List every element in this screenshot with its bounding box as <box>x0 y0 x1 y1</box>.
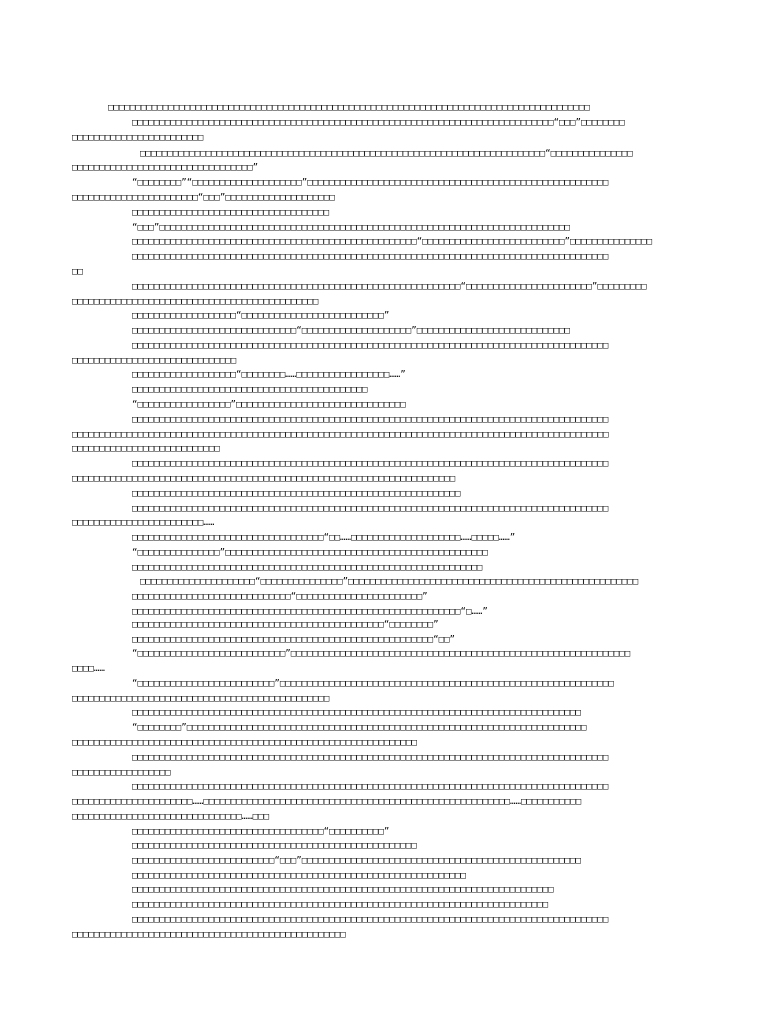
text-line: □□□□□□□□□□□□□□□□□□□□□□□□□□□□□□□□□□□“□□……□□□□□□□□□□□□□□□□□□□□……□□□□□……” <box>132 533 516 543</box>
text-line: □□□□□□□□□□□□□□□□□□□□□□□□□□□□□□“□□□□□□□□□□□□□□□□□□□□”□□□□□□□□□□□□□□□□□□□□□□□□□□□□ <box>132 326 570 336</box>
text-line: □□□□□□□□□□□□□□□□□□□□□□□□□□“□□□”□□□□□□□□□□□□□□□□□□□□□□□□□□□□□□□□□□□□□□□□□□□□□□□□□□□ <box>132 856 581 866</box>
text-line: □□□□□□□□□□□□□□□□□□□“□□□□□□□□□□□□□□□□□□□□□□□□□□” <box>132 311 390 321</box>
text-line: “□□□□□□□□□□□□□□□□□□□□□□□□□”□□□□□□□□□□□□□□□□□□□□□□□□□□□□□□□□□□□□□□□□□□□□□□□□□□□□□□□□□□□□□ <box>132 679 614 689</box>
text-line: □□□□□□□□□□□□□□□□□□□□□□□□□□□□□□□□□□□□□□□□□□□□□□□□□□ <box>72 930 346 940</box>
text-line: □□□□□□□□□□□□□□□□□□□□□□□□□□□□□□□……□□□ <box>72 812 270 822</box>
text-line: □□□□□□□□□□□□□□□□□□□□□□□□□□□□□□□□□□□□□□□□□□□□□□□□□□□□□□□□□□□□□□□□□□□□□□□□□□□□□ <box>132 885 554 895</box>
text-line: □□□□□□□□□□□□□□□□□□□□□□□□□□□ <box>72 444 220 454</box>
text-line: □□□□□□□□□□□□□□□□□□□□□□□□□□□□□□□□□□□□□□□□□□□□□□□□□□□□□□□□□□□□“□……” <box>132 607 488 617</box>
text-line: □□ <box>72 267 83 277</box>
text-line: □□□□□□□□□□□□□□□□□□□□□□□□□□□□□“□□□□□□□□□□□□□□□□□□□□□□□” <box>132 592 428 602</box>
text-line: □□□□□□□□□□□□□□□□□□ <box>72 768 171 778</box>
text-line: □□□□□□□□□□□□□□□□□□□□□□□□□□□□□□□□□□□□□□□□□□□□□□□□□□□□□□□“□□” <box>132 635 456 645</box>
text-line: □□□□□□□□□□□□□□□□□□□□□□□□□□□□□□□□□□□□□□□□□□□□□□□□□□□□□□□□□□□□□□□□□□□□□□□□□□□□□□□□□□□□□□□ <box>132 341 609 351</box>
text-line: □□□□□□□□□□□□□□□□□□□□□□□□□□□□□□□□□□□□□□□□□□□□□□□□□□□□□□□□□□□□□□□□□□□□□□□□□□□□□□□□□□□□□□□ <box>132 915 609 925</box>
text-line: “□□□”□□□□□□□□□□□□□□□□□□□□□□□□□□□□□□□□□□□□□□□□□□□□□□□□□□□□□□□□□□□□□□□□□□□□□□□□□□□ <box>132 223 570 233</box>
text-line: □□□□□□□□□□□□□□□□□□□□□□□□□□□□□□□□□□□□□□□□□□□□□□□□□□□□□□□□□□□□ <box>132 489 461 499</box>
text-line: “□□□□□□□□□□□□□□□□□”□□□□□□□□□□□□□□□□□□□□□□□□□□□□□□□ <box>132 400 406 410</box>
text-line: □□□□□□□□□□□□□□□□□□□“□□□□□□□□……□□□□□□□□□□□□□□□□□……” <box>132 370 406 380</box>
text-line: □□□□□□□□□□□□□□□□□□□□□□□□□□□□□□□□□□□□□□□□□□□ <box>132 385 368 395</box>
text-line: □□□□□□□□□□□□□□□□□□□□□□□□□□□□□□□□□□□□□□□□□□□□□□□□□□□□□□□□□□□□□□□□□□□□□□□□□□□□ <box>132 900 549 910</box>
text-line: “□□□□□□□□□□□□□□□”□□□□□□□□□□□□□□□□□□□□□□□□□□□□□□□□□□□□□□□□□□□□□□□□ <box>132 548 488 558</box>
text-line: □□□□□□□□□□□□□□□□□□□□□□□□□□□□□□□□□□□□□□□□□□□□□□□□□□□□□□□□□□□□□□□□□□□□□□□□□□□□□□□□□□ <box>132 708 581 718</box>
text-line: □□□□□□□□□□□□□□□□□□□□□□□□ <box>72 133 204 143</box>
text-line: □□□□□□□□□□□□□□□□□□□□□□□□□□□□□□□□□□□□□□□□□□□□□ <box>72 297 319 307</box>
text-line: □□□□□□□□□□□□□□□□□□□□□□□□□□□□□□□□□□□□□□□□□□□□□□□□□□□□□□□□□□□□□□□□□□□□□□□□□□□□□□□□□□□□□□□ <box>132 782 609 792</box>
text-line: □□□□□□□□□□□□□□□□□□□□□□□□…… <box>72 518 215 528</box>
text-line: □□□□□□□□□□□□□□□□□□□□□□□□□□□□□□□□□□□□□□□□□□□□□□□□□□□□ <box>132 841 417 851</box>
text-line: □□□□□□□□□□□□□□□□□□□□□□□□□□□□□□□□□□□□ <box>132 208 330 218</box>
text-line: □□□□□□□□□□□□□□□□□□□□□□□□□□□□□□□□□□□□□□□□□□□□□□□□□□□□□□□□□□□□□□□ <box>72 738 417 748</box>
text-line: □□□□□□□□□□□□□□□□□□□□□□□□□□□□□□□□□□□□□□□□□□□□□□□ <box>72 694 330 704</box>
text-line: □□□□□□□□□□□□□□□□□□□□□“□□□□□□□□□□□□□□□”□□□□□□□□□□□□□□□□□□□□□□□□□□□□□□□□□□□□□□□□□□□□□□□□□□□□□ <box>140 577 639 587</box>
text-line: □□□□□□□□□□□□□□□□□□□□□□□□□□□□□□ <box>72 356 237 366</box>
text-line: “□□□□□□□□”“□□□□□□□□□□□□□□□□□□□□”□□□□□□□□□□□□□□□□□□□□□□□□□□□□□□□□□□□□□□□□□□□□□□□□□□□□□□□ <box>132 178 609 188</box>
text-line: □□□□□□□□□□□□□□□□□□□□□□□□□□□□□□□□□□□□□□□□□□□□□□“□□□□□□□□” <box>132 620 439 630</box>
text-line: □□□□□□□□□□□□□□□□□□□□□□□□□□□□□□□□□□□□□□□□□□□□□□□□□□□□□□□□□□□□□□□□ <box>132 563 483 573</box>
text-line: □□□□□□□□□□□□□□□□□□□□□□□□□□□□□□□□□□□□□□□□□□□□□□□□□□□□□□□□□□□□□□□□□□□□□□□□□□□□□□□□□□□□□□□ <box>132 252 609 262</box>
text-line: □□□□□□□□□□□□□□□□□□□□□□□□□□□□□□□□□” <box>72 163 259 173</box>
text-line: □□□□…… <box>72 664 105 674</box>
text-line: □□□□□□□□□□□□□□□□□□□□□□□□□□□□□□□□□□□□□□□□□□□□□□□□□□□□“□□□□□□□□□□□□□□□□□□□□□□□□□□”□□□□□□□□□□□□□□□ <box>132 237 653 247</box>
text-line: □□□□□□□□□□□□□□□□□□□□□□□□□□□□□□□□□□□□□□□□□□□□□□□□□□□□□□□□□□□□□□□□□□□□□□□□□□□□□□□□□□□□□□□ <box>132 753 609 763</box>
text-line: □□□□□□□□□□□□□□□□□□□□□□□□□□□□□□□□□□□□□□□□□□□□□□□□□□□□□□□□□□□□□ <box>132 871 466 881</box>
text-line: □□□□□□□□□□□□□□□□□□□□□□□□□□□□□□□□□□□□□□□□□□□□□□□□□□□□□□□□□□□□□□□□□□□□□□□□□□□□□□□□□□□□□□□ <box>132 459 609 469</box>
text-line: □□□□□□□□□□□□□□□□□□□□□□□□□□□□□□□□□□□□□□□□□□□□□□□□□□□□□□□□□□□□□□□□□□□□□□□□□□□□□□□□□□□□□□□ <box>132 504 609 514</box>
text-line: □□□□□□□□□□□□□□□□□□□□□□□“□□□”□□□□□□□□□□□□□□□□□□□□ <box>72 193 335 203</box>
text-line: □□□□□□□□□□□□□□□□□□□□□□□□□□□□□□□□□□□□□□□□□□□□□□□□□□□□□□□□□□□□□□□□□□□□□□□□□□□□□□□□□□□□□□□□□□□□□□□□□□ <box>72 430 609 440</box>
text-line: “□□□□□□□□□□□□□□□□□□□□□□□□□□□”□□□□□□□□□□□□□□□□□□□□□□□□□□□□□□□□□□□□□□□□□□□□□□□□□□□□□□□□□□□□□□ <box>132 649 631 659</box>
text-line: “□□□□□□□□”□□□□□□□□□□□□□□□□□□□□□□□□□□□□□□□□□□□□□□□□□□□□□□□□□□□□□□□□□□□□□□□□□□□□□□□□□ <box>132 723 587 733</box>
text-line: □□□□□□□□□□□□□□□□□□□□□□□□□□□□□□□□□□□□□□□□□□□□□□□□□□□□□□□□□□□□□□□□□□□□□□□□□□□□□□□□□□□□□□□□ <box>108 103 590 113</box>
text-line: □□□□□□□□□□□□□□□□□□□□□□□□□□□□□□□□□□□□□□□□□□□□□□□□□□□□□□□□□□□□□□□□□□□□□□ <box>72 474 456 484</box>
text-line: □□□□□□□□□□□□□□□□□□□□□□……□□□□□□□□□□□□□□□□□□□□□□□□□□□□□□□□□□□□□□□□□□□□□□□□□□□□□□□□……□□□□□□□□□□□ <box>72 797 582 807</box>
text-line: □□□□□□□□□□□□□□□□□□□□□□□□□□□□□□□□□□□□□□□□□□□□□□□□□□□□□□□□□□□□□□□□□□□□□□□□□□“□□□□□□□□□□□□□□□ <box>140 149 633 159</box>
text-line: □□□□□□□□□□□□□□□□□□□□□□□□□□□□□□□□□□□□□□□□□□□□□□□□□□□□□□□□□□□□□□□□□□□□□□□□□□□□□□□□□□□□□□□ <box>132 415 609 425</box>
text-line: □□□□□□□□□□□□□□□□□□□□□□□□□□□□□□□□□□□“□□□□□□□□□□” <box>132 827 390 837</box>
text-line: □□□□□□□□□□□□□□□□□□□□□□□□□□□□□□□□□□□□□□□□□□□□□□□□□□□□□□□□□□□□□□□□□□□□□□□□□□□□□“□□□”□□□□□□□□ <box>132 118 625 128</box>
text-line: □□□□□□□□□□□□□□□□□□□□□□□□□□□□□□□□□□□□□□□□□□□□□□□□□□□□□□□□□□□□“□□□□□□□□□□□□□□□□□□□□□□□”□□□□□□□□□ <box>132 282 647 292</box>
